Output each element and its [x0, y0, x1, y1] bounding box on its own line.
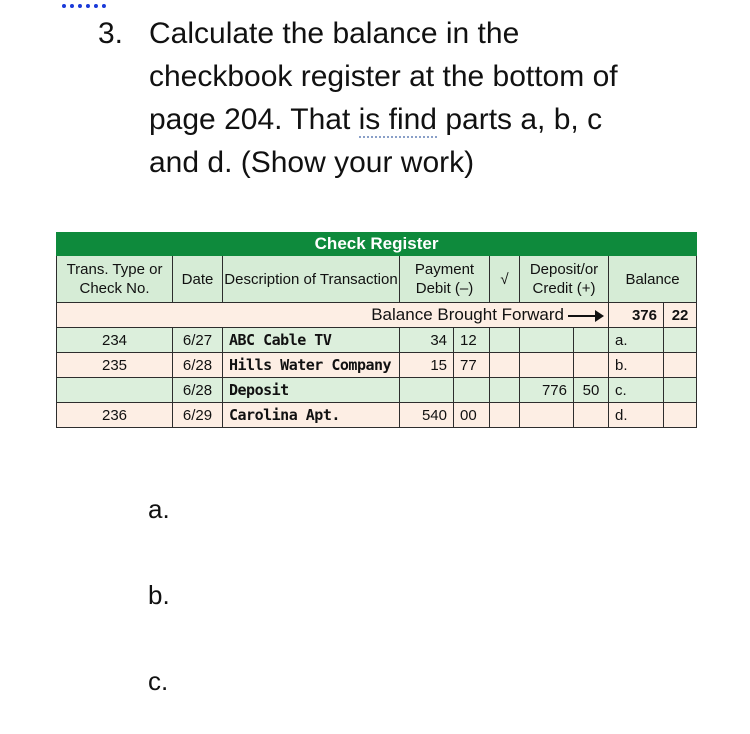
row-payment-cents: 00	[454, 403, 490, 428]
register-row	[57, 353, 697, 378]
question-line-3-end: parts a, b, c	[437, 103, 603, 136]
register-row	[57, 378, 697, 403]
partial-heading-underline	[62, 0, 106, 8]
header-payment: Payment Debit (–)	[400, 256, 490, 303]
row-deposit-dollars	[520, 403, 574, 428]
question-text	[149, 12, 689, 184]
row-deposit-cents	[574, 353, 609, 378]
row-trans: 236	[57, 403, 173, 428]
row-payment-dollars: 34	[400, 328, 454, 353]
row-payment-dollars: 540	[400, 403, 454, 428]
row-balance: c.	[609, 378, 664, 403]
row-payment-dollars: 15	[400, 353, 454, 378]
answer-label-c: c.	[148, 666, 169, 696]
register-title: Check Register	[57, 233, 697, 256]
row-description: Hills Water Company	[223, 353, 400, 378]
check-register-table	[56, 232, 697, 428]
balance-forward-label	[57, 303, 609, 328]
row-deposit-dollars	[520, 328, 574, 353]
header-balance: Balance	[609, 256, 697, 303]
row-check	[490, 328, 520, 353]
row-check	[490, 353, 520, 378]
row-payment-dollars	[400, 378, 454, 403]
row-date: 6/28	[173, 378, 223, 403]
row-description: ABC Cable TV	[223, 328, 400, 353]
row-description: Deposit	[223, 378, 400, 403]
row-balance-cents	[664, 353, 697, 378]
balance-forward-dollars: 376	[609, 303, 664, 328]
header-description: Description of Transaction	[223, 256, 400, 303]
row-deposit-cents	[574, 328, 609, 353]
row-date: 6/27	[173, 328, 223, 353]
question-line-4: and d. (Show your work)	[149, 146, 475, 179]
row-balance: b.	[609, 353, 664, 378]
row-payment-cents: 77	[454, 353, 490, 378]
row-trans: 234	[57, 328, 173, 353]
question-line-3	[149, 98, 689, 141]
balance-forward-text: Balance Brought Forward	[371, 305, 564, 324]
row-balance-cents	[664, 378, 697, 403]
register-row	[57, 328, 697, 353]
spellcheck-underlined-phrase: is find	[358, 103, 437, 136]
question-line-2: checkbook register at the bottom of	[149, 60, 618, 93]
answer-label-a: a.	[148, 494, 170, 524]
row-deposit-dollars: 776	[520, 378, 574, 403]
balance-forward-cents: 22	[664, 303, 697, 328]
question-number: 3.	[98, 17, 124, 50]
row-date: 6/28	[173, 353, 223, 378]
row-trans	[57, 378, 173, 403]
row-deposit-cents	[574, 403, 609, 428]
header-trans-type: Trans. Type or Check No.	[57, 256, 173, 303]
register-row	[57, 403, 697, 428]
answer-label-b: b.	[148, 580, 170, 610]
row-payment-cents	[454, 378, 490, 403]
row-check	[490, 378, 520, 403]
row-deposit-dollars	[520, 353, 574, 378]
row-payment-cents: 12	[454, 328, 490, 353]
row-date: 6/29	[173, 403, 223, 428]
question-line-1: Calculate the balance in the	[149, 17, 520, 50]
question-line-3-start: page 204. That	[149, 103, 359, 136]
row-trans: 235	[57, 353, 173, 378]
row-balance: d.	[609, 403, 664, 428]
row-description: Carolina Apt.	[223, 403, 400, 428]
row-balance-cents	[664, 328, 697, 353]
row-check	[490, 403, 520, 428]
row-deposit-cents: 50	[574, 378, 609, 403]
header-check-mark: √	[490, 256, 520, 303]
row-balance: a.	[609, 328, 664, 353]
header-deposit: Deposit/or Credit (+)	[520, 256, 609, 303]
row-balance-cents	[664, 403, 697, 428]
header-date: Date	[173, 256, 223, 303]
arrow-right-icon	[568, 315, 602, 317]
